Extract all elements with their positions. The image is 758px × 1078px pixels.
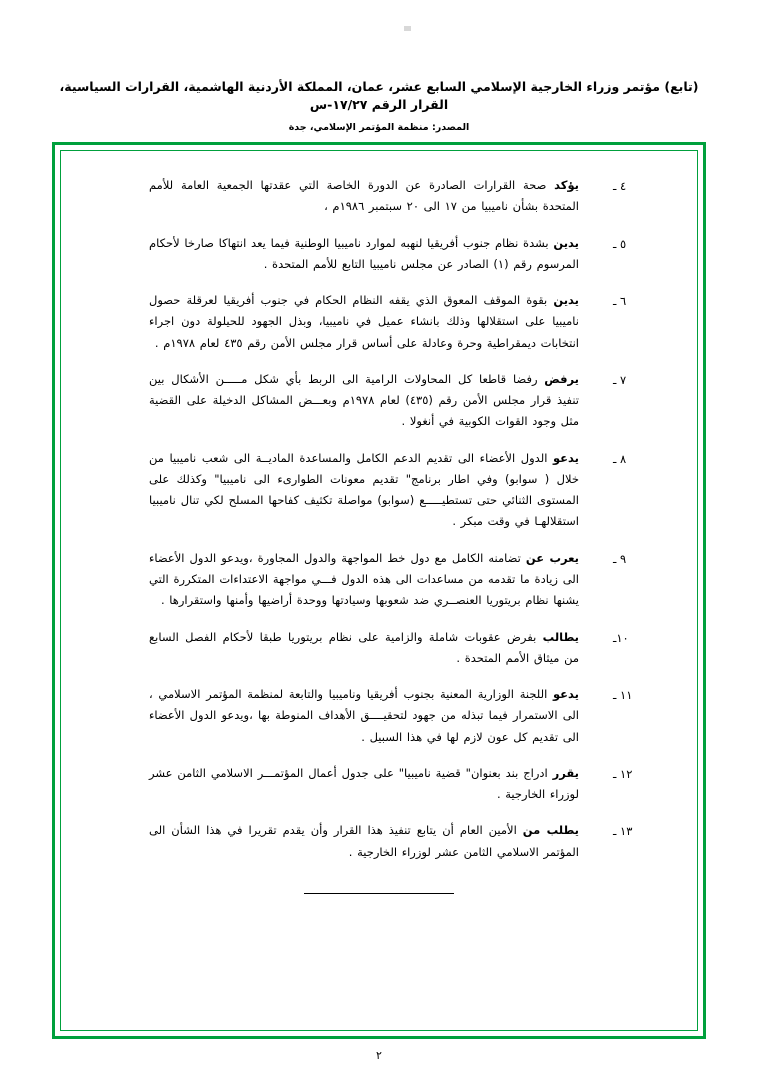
list-item (91, 175, 667, 218)
clause-text (149, 369, 579, 433)
clause-text (149, 627, 579, 670)
clause-rest: تضامنه الكامل مع دول خط المواجهة والدول المجاورة ،ويدعو الدول الأعضاء الى زيادة ما تقدمه من مساعدات الى هذه الدول فـــي مواجهة الاعتداءات المتكررة التي يشنها نظام بريتوريا العنصــري ضد شعوبها وسيادتها ووحدة أراضيها وأمنها واستقرارها . (149, 550, 579, 608)
clause-lead: يطلب من (522, 823, 579, 838)
clause-lead: يدعو (552, 450, 579, 465)
clause-rest: ادراج بند بعنوان" قضية ناميبيا" على جدول أعمال المؤتمـــر الاسلامي الثامن عشر لوزراء الخارجية . (149, 765, 579, 802)
clause-text (149, 233, 579, 276)
list-item (91, 290, 667, 354)
clause-lead: يدين (553, 235, 579, 250)
clause-text (149, 175, 579, 218)
clause-number: ٩ ـ (613, 551, 627, 566)
clause-number: ١٣ ـ (613, 824, 633, 839)
section-divider (304, 893, 454, 894)
clause-text (149, 820, 579, 863)
list-item (91, 448, 667, 533)
clause-lead: يؤكد (554, 178, 579, 192)
clause-lead: يدعو (552, 687, 579, 702)
document-header (0, 78, 758, 133)
clause-number: ٤ ـ (613, 179, 627, 193)
list-item (91, 820, 667, 863)
clause-lead: يدين (553, 293, 579, 308)
clause-text (149, 684, 579, 748)
clause-text (149, 548, 579, 612)
list-item (91, 763, 667, 806)
clause-number: ١٢ ـ (613, 766, 633, 781)
clause-rest: بشدة نظام جنوب أفريقيا لنهبه لموارد ناميبيا الوطنية فيما يعد انتهاكا صارخا لأحكام المرسوم رقم (١) الصادر عن مجلس ناميبيا التابع للأمم المتحدة . (149, 235, 579, 271)
clause-lead: يقرر (552, 765, 579, 780)
clause-lead: يعرب عن (525, 550, 579, 565)
clause-text (149, 448, 579, 533)
clause-lead: يرفض (544, 371, 579, 386)
clause-rest: صحة القرارات الصادرة عن الدورة الخاصة التي عقدتها الجمعية العامة للأمم المتحدة بشأن ناميبيا من ١٧ الى ٢٠ سبتمبر ١٩٨٦م ، (149, 178, 579, 214)
clause-rest: بفرض عقوبات شاملة والزامية على نظام بريتوريا طبقا لأحكام الفصل السابع من ميثاق الأمم المتحدة . (149, 629, 579, 665)
clause-rest: الدول الأعضاء الى تقديم الدعم الكامل والمساعدة الماديــة الى شعب ناميبيا من خلال ( سوابو) وفي اطار برنامج" تقديم معونات الطوارىء الى ناميبيا" وكذلك على المستوى الثنائي حتى تستطيـــــع (سوابو) مواصلة تكثيف كفاحها المسلح لكي تنال ناميبيا استقلالهـا في وقت مبكر . (149, 450, 579, 529)
list-item (91, 684, 667, 748)
header-title: (تابع) مؤتمر وزراء الخارجية الإسلامي السابع عشر، عمان، المملكة الأردنية الهاشمية، القرارات السياسية، القرار الرقم ١٧/٢٧-س (59, 79, 699, 112)
clause-number: ٧ ـ (613, 372, 627, 387)
clause-number: ٨ ـ (613, 451, 627, 466)
list-item (91, 233, 667, 276)
clause-rest: الأمين العام أن يتابع تنفيذ هذا القرار وأن يقدم تقريرا في هذا الشأن الى المؤتمر الاسلامي الثامن عشر لوزراء الخارجية . (149, 823, 579, 859)
clause-rest: بقوة الموقف المعوق الذي يقفه النظام الحكام في جنوب أفريقيا لعرقلة حصول ناميبيا على استقلالها وذلك بانشاء عميل في ناميبيا، وبذل الجهود للحيلولة دون اجراء انتخابات ديمقراطية وحرة وعادلة على أساس قرار مجلس الأمن رقم ٤٣٥ لعام ١٩٧٨م . (149, 293, 579, 350)
header-source: المصدر: منظمة المؤتمر الإسلامي، جدة (288, 122, 470, 133)
document-body (60, 150, 698, 1031)
clause-lead: يطالب (542, 629, 579, 644)
clause-number: ٥ ـ (613, 236, 627, 251)
clause-rest: اللجنة الوزارية المعنية بجنوب أفريقيا وناميبيا والتابعة لمنظمة المؤتمر الاسلامي ، الى الاستمرار فيما تبذله من جهود لتحقيــــق الأهداف المنوطة بها ،ويدعو الدول الأعضاء الى تقديم كل عون لازم لها في هذا السبيل . (149, 687, 579, 744)
clause-number: ١٠ـ (613, 630, 629, 645)
scan-artifact-mark (404, 26, 411, 31)
clause-number: ١١ ـ (613, 688, 633, 703)
list-item (91, 548, 667, 612)
page-number: ٢ (376, 1049, 382, 1062)
green-border-frame (52, 142, 706, 1039)
clause-rest: رفضا قاطعا كل المحاولات الرامية الى الربط بأي شكل مـــــن الأشكال بين تنفيذ قرار مجلس الأمن رقم (٤٣٥) لعام ١٩٧٨م وبعـــض المشاكل الدخيلة على القضية مثل وجود القوات الكوبية في أنغولا . (149, 371, 579, 429)
list-item (91, 627, 667, 670)
clause-text (149, 290, 579, 354)
clause-number: ٦ ـ (613, 294, 627, 309)
list-item (91, 369, 667, 433)
clause-text (149, 763, 579, 806)
